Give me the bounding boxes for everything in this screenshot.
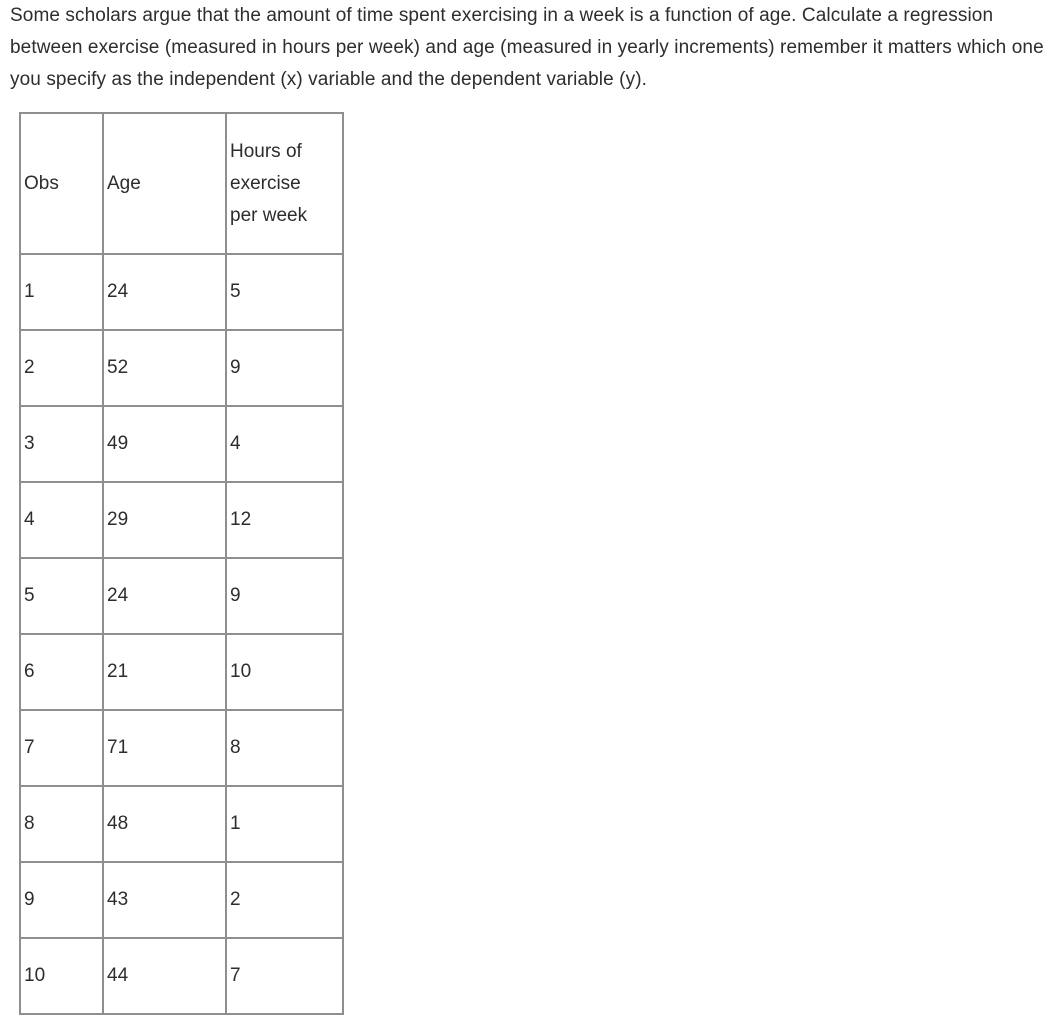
header-hours-line2: exercise (230, 172, 301, 194)
header-obs: Obs (20, 113, 103, 254)
cell-age: 21 (103, 634, 226, 710)
cell-obs: 8 (20, 786, 103, 862)
cell-hours: 12 (226, 482, 343, 558)
cell-hours: 9 (226, 330, 343, 406)
question-text: Some scholars argue that the amount of time spent exercising in a week is a function of age. Calculate a regression between exercise (measured in hours per week) and age (measured in yearly increments) remember it matters which one you specify as the independent (x) variable and the dependent variable (y). (10, 5, 1044, 90)
cell-obs: 6 (20, 634, 103, 710)
table-row (20, 862, 343, 938)
table-row (20, 558, 343, 634)
cell-age: 24 (103, 558, 226, 634)
header-age: Age (103, 113, 226, 254)
cell-obs: 1 (20, 254, 103, 330)
cell-age: 24 (103, 254, 226, 330)
cell-hours: 4 (226, 406, 343, 482)
table-header-row (20, 113, 343, 254)
cell-age: 48 (103, 786, 226, 862)
cell-obs: 10 (20, 938, 103, 1014)
cell-obs: 3 (20, 406, 103, 482)
cell-age: 44 (103, 938, 226, 1014)
cell-hours: 7 (226, 938, 343, 1014)
header-hours-line3: per week (230, 204, 308, 226)
table-row (20, 634, 343, 710)
cell-age: 43 (103, 862, 226, 938)
table-row (20, 330, 343, 406)
header-hours-line1: Hours of (230, 140, 302, 162)
table-row (20, 710, 343, 786)
cell-hours: 2 (226, 862, 343, 938)
table-row (20, 938, 343, 1014)
cell-obs: 9 (20, 862, 103, 938)
cell-age: 52 (103, 330, 226, 406)
data-table (19, 112, 344, 1015)
table-row (20, 406, 343, 482)
cell-obs: 7 (20, 710, 103, 786)
header-hours (226, 113, 343, 254)
table-row (20, 482, 343, 558)
cell-hours: 10 (226, 634, 343, 710)
cell-age: 49 (103, 406, 226, 482)
cell-age: 29 (103, 482, 226, 558)
cell-hours: 5 (226, 254, 343, 330)
cell-hours: 9 (226, 558, 343, 634)
cell-obs: 4 (20, 482, 103, 558)
cell-obs: 5 (20, 558, 103, 634)
table-row (20, 786, 343, 862)
cell-hours: 8 (226, 710, 343, 786)
cell-hours: 1 (226, 786, 343, 862)
cell-age: 71 (103, 710, 226, 786)
table-row (20, 254, 343, 330)
cell-obs: 2 (20, 330, 103, 406)
